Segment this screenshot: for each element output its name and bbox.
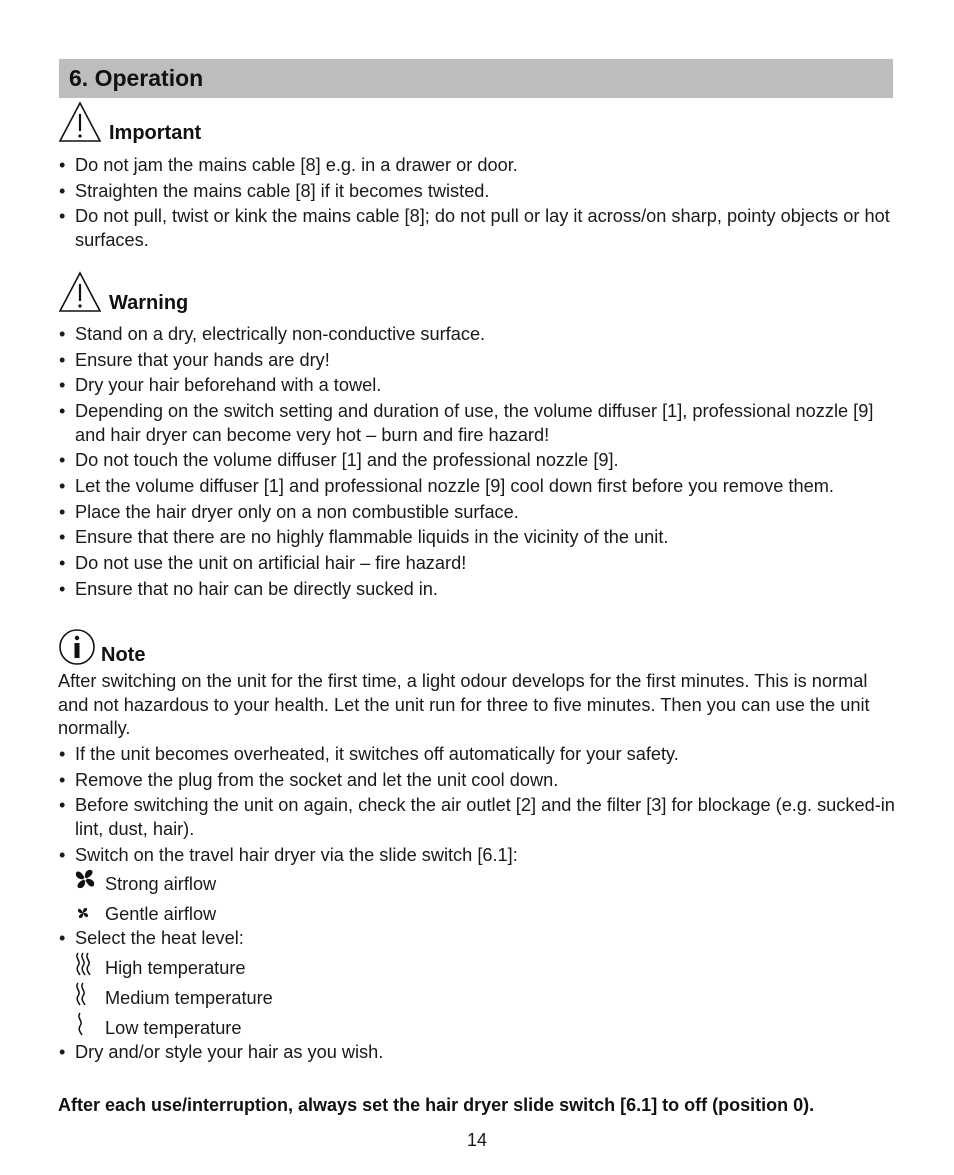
list-item: • Stand on a dry, electrically non-conductive surface.	[58, 323, 898, 347]
list-item: • Let the volume diffuser [1] and professional nozzle [9] cool down first before you remove them.	[58, 475, 898, 499]
list-item: • Ensure that your hands are dry!	[58, 349, 898, 373]
list-item: • Switch on the travel hair dryer via the slide switch [6.1]:	[58, 844, 898, 868]
important-list	[58, 154, 898, 253]
note-label: Note	[101, 644, 146, 666]
medium-temperature-icon	[74, 981, 96, 1007]
list-item: • Ensure that no hair can be directly sucked in.	[58, 578, 898, 602]
airflow-label: Gentle airflow	[105, 904, 217, 925]
list-item: • Do not use the unit on artificial hair – fire hazard!	[58, 552, 898, 576]
section-title: 6. Operation	[69, 65, 204, 91]
heat-intro-list	[58, 927, 898, 951]
heat-label: Low temperature	[105, 1017, 242, 1038]
airflow-option	[58, 871, 898, 901]
airflow-label: Strong airflow	[105, 874, 217, 895]
list-item: • Do not pull, twist or kink the mains cable [8]; do not pull or lay it across/on sharp, pointy objects or hot surfaces.	[58, 205, 898, 252]
gentle-airflow-fan-icon	[74, 897, 96, 923]
important-notice	[58, 100, 898, 255]
heat-label: Medium temperature	[105, 987, 273, 1008]
list-item: • Do not touch the volume diffuser [1] and the professional nozzle [9].	[58, 449, 898, 473]
heat-option	[58, 985, 898, 1015]
heat-option	[58, 955, 898, 985]
list-item: • Straighten the mains cable [8] if it becomes twisted.	[58, 180, 898, 204]
high-temperature-icon	[74, 951, 96, 977]
heat-options	[58, 955, 898, 1045]
list-item: • Ensure that there are no highly flammable liquids in the vicinity of the unit.	[58, 526, 898, 550]
low-temperature-icon	[74, 1011, 96, 1037]
warning-label: Warning	[109, 292, 189, 314]
important-heading	[58, 100, 898, 144]
note-heading	[58, 622, 898, 666]
warning-triangle-icon	[58, 100, 102, 144]
list-item: • Dry and/or style your hair as you wish.	[58, 1041, 898, 1065]
note-paragraph: After switching on the unit for the first time, a light odour develops for the first minutes. This is normal and not hazardous to your health. Let the unit run for three to five minutes. Then you can use the unit normally.	[58, 671, 870, 739]
section-header	[59, 59, 893, 98]
list-item: • Depending on the switch setting and duration of use, the volume diffuser [1], professional nozzle [9] and hair dryer can become very hot – burn and fire hazard!	[58, 400, 898, 447]
info-icon	[58, 628, 96, 666]
page-number: 14	[466, 1130, 488, 1150]
warning-triangle-icon	[58, 270, 102, 314]
heat-label: High temperature	[105, 957, 246, 978]
warning-heading	[58, 270, 898, 314]
list-item: • Before switching the unit on again, check the air outlet [2] and the filter [3] for blockage (e.g. sucked-in lint, dust, hair).	[58, 794, 898, 841]
list-item: • Place the hair dryer only on a non combustible surface.	[58, 501, 898, 525]
list-item: • Do not jam the mains cable [8] e.g. in a drawer or door.	[58, 154, 898, 178]
list-item: • If the unit becomes overheated, it switches off automatically for your safety.	[58, 743, 898, 767]
final-list	[58, 1041, 898, 1065]
important-label: Important	[109, 122, 202, 144]
strong-airflow-fan-icon	[74, 867, 96, 893]
list-item: • Dry your hair beforehand with a towel.	[58, 374, 898, 398]
final-note: After each use/interruption, always set the hair dryer slide switch [6.1] to off (position 0).	[58, 1095, 815, 1115]
airflow-options	[58, 871, 898, 931]
note-notice	[58, 622, 898, 1067]
list-item: • Select the heat level:	[58, 927, 898, 951]
warning-notice	[58, 270, 898, 603]
note-list	[58, 743, 898, 867]
warning-list	[58, 323, 898, 601]
list-item: • Remove the plug from the socket and let the unit cool down.	[58, 769, 898, 793]
